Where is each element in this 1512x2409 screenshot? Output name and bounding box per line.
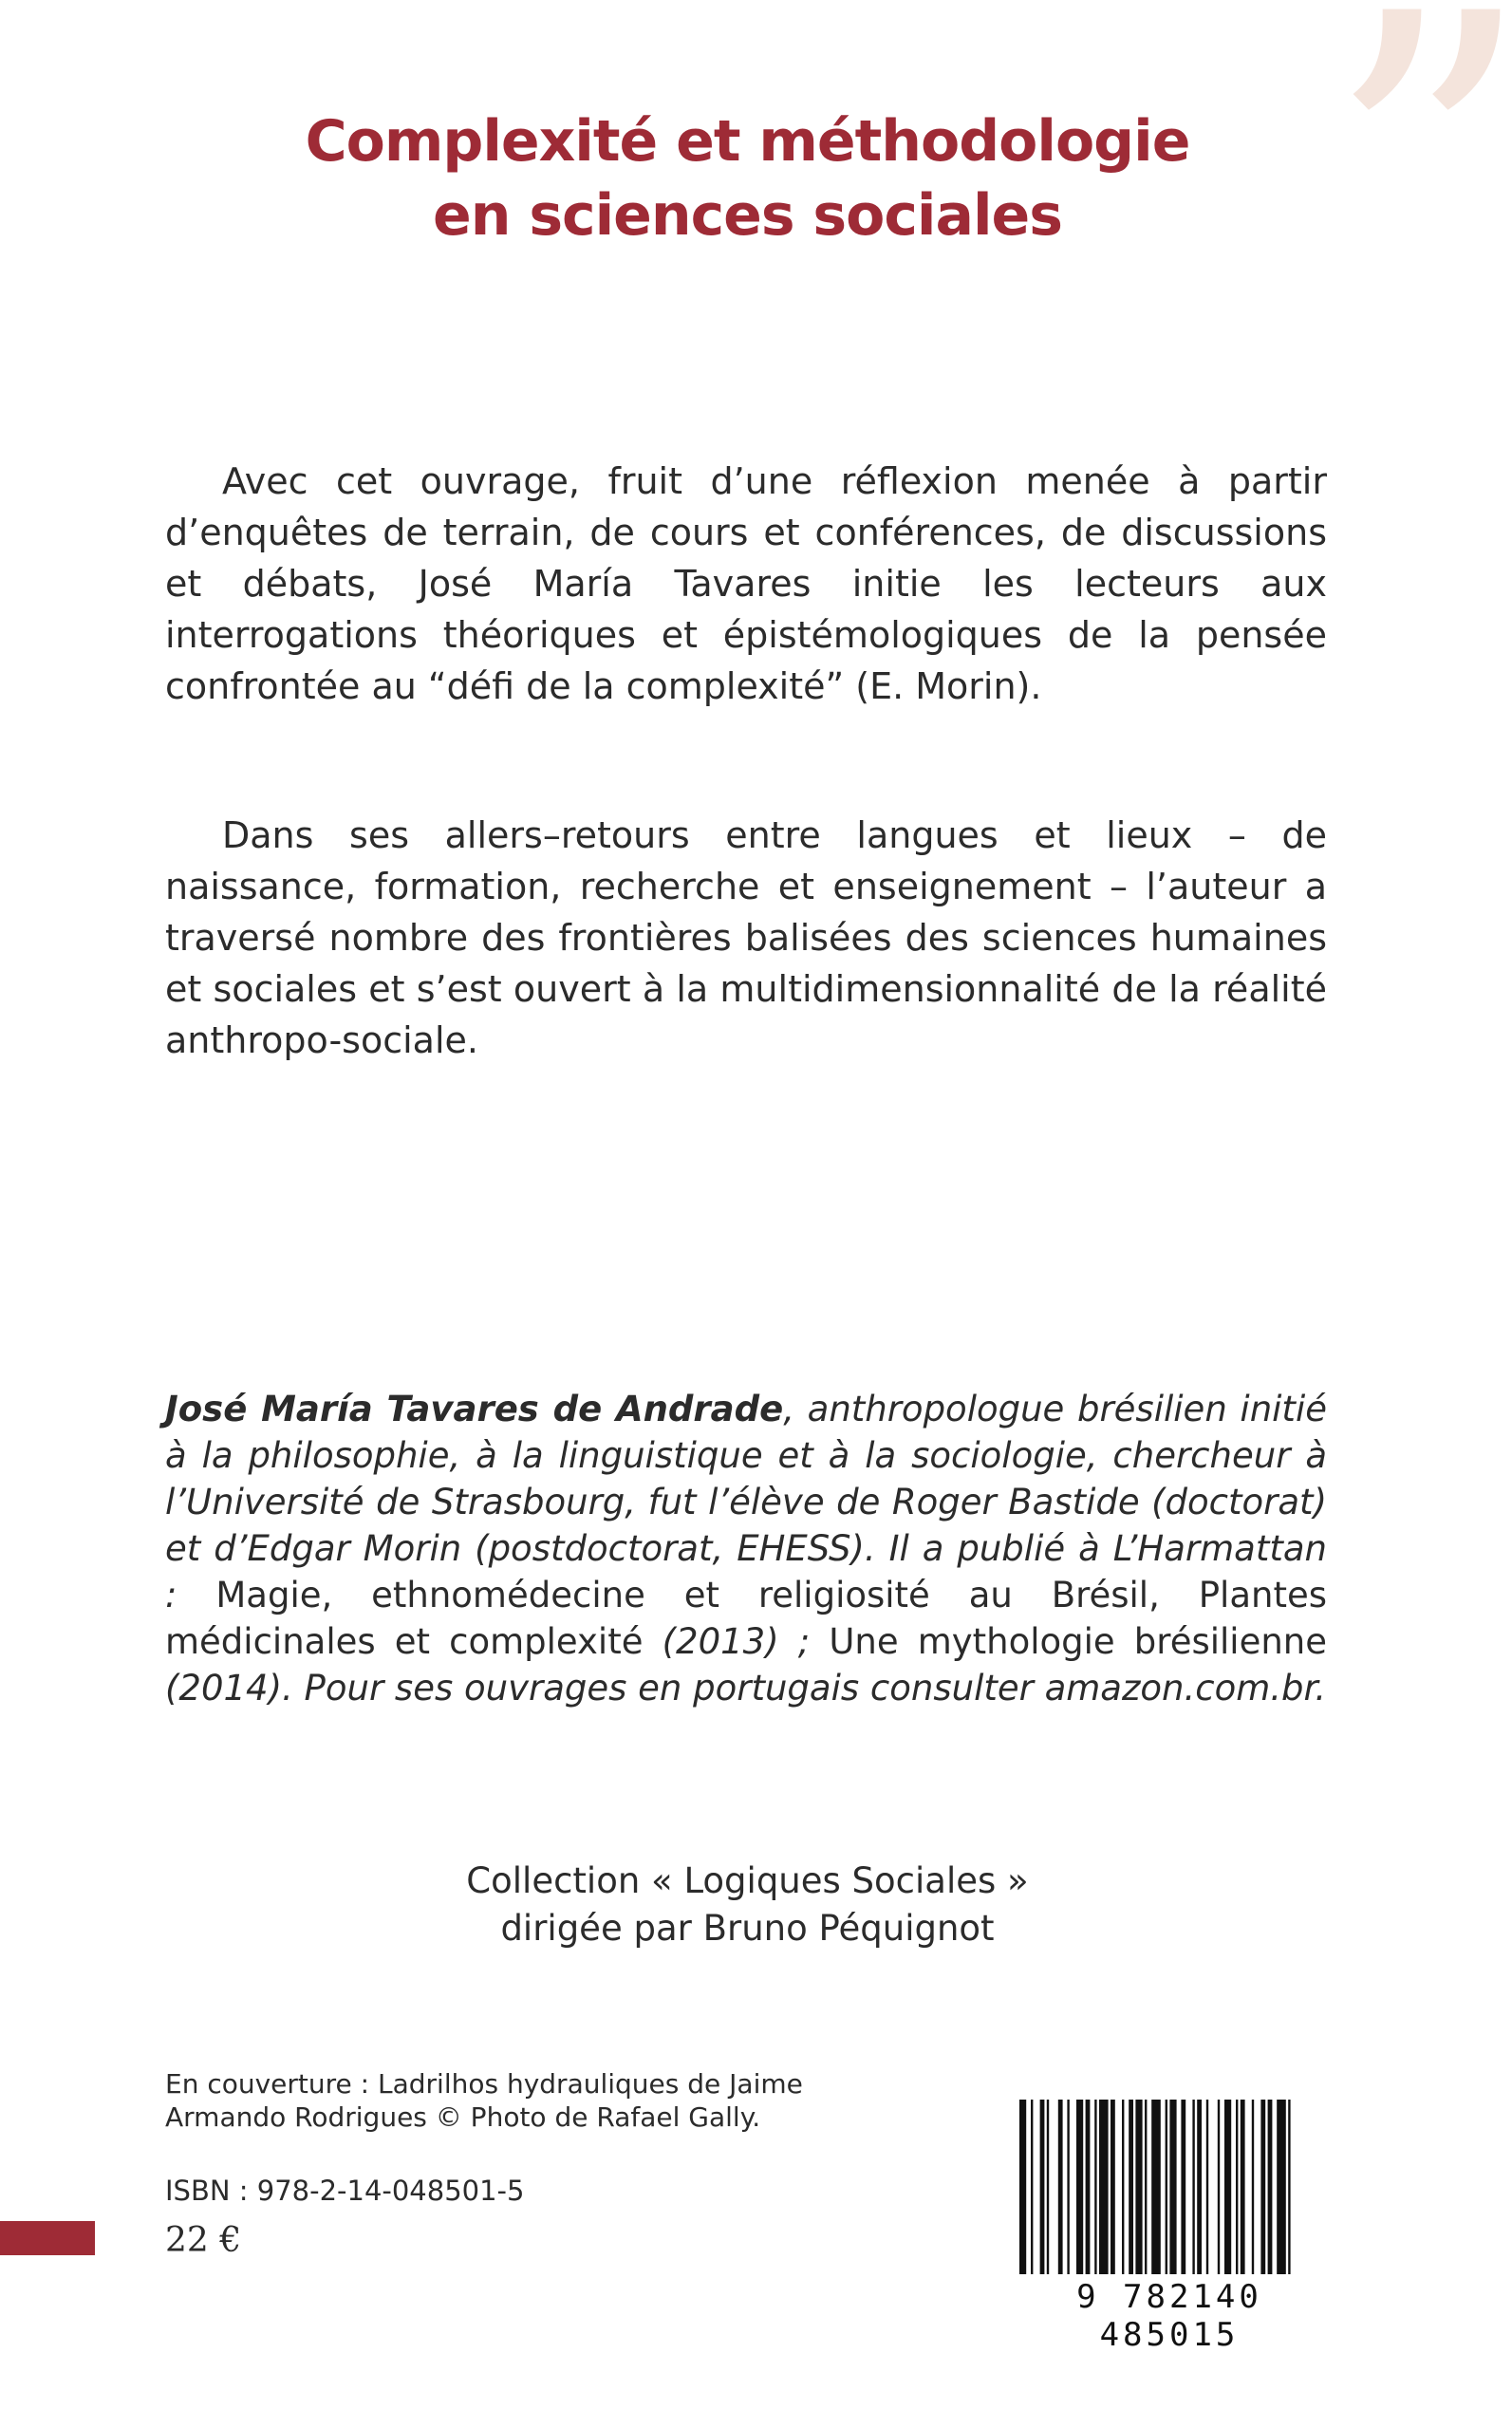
collection-info xyxy=(0,1858,1495,1952)
cover-credit-line-2: Armando Rodrigues © Photo de Rafael Gally. xyxy=(165,2101,761,2133)
barcode-bar xyxy=(1111,2100,1115,2274)
barcode-bar xyxy=(1181,2100,1185,2274)
barcode-bar xyxy=(1047,2100,1049,2274)
barcode-bar xyxy=(1166,2100,1167,2274)
barcode-bar xyxy=(1058,2100,1063,2274)
cover-credit-line-1: En couverture : Ladrilhos hydrauliques de Jaime xyxy=(165,2068,803,2100)
barcode-bar xyxy=(1288,2100,1290,2274)
book-title xyxy=(0,104,1495,252)
barcode-bar xyxy=(1099,2100,1109,2274)
barcode-bar xyxy=(1151,2100,1161,2274)
cover-credit xyxy=(165,2067,849,2134)
summary-paragraph-2 xyxy=(165,810,1327,1066)
price: 22 € xyxy=(165,2221,242,2260)
barcode-bar xyxy=(1094,2100,1096,2274)
barcode-bar xyxy=(1252,2100,1254,2274)
barcode-bar xyxy=(1224,2100,1231,2274)
barcode-bar xyxy=(1218,2100,1220,2274)
barcode-bar xyxy=(1197,2100,1202,2274)
barcode-bar xyxy=(1040,2100,1045,2274)
summary-paragraph-1 xyxy=(165,456,1327,712)
barcode-bar xyxy=(1277,2100,1286,2274)
barcode-icon xyxy=(1016,2100,1323,2274)
collection-director: dirigée par Bruno Péquignot xyxy=(500,1908,995,1949)
isbn: ISBN : 978-2-14-048501-5 xyxy=(165,2175,525,2207)
barcode-bar xyxy=(1122,2100,1124,2274)
barcode-bar xyxy=(1169,2100,1176,2274)
bio-year-2: (2014). Pour ses ouvrages en portugais consulter amazon.com.br. xyxy=(165,1668,1327,1709)
author-bio xyxy=(165,1386,1327,1711)
barcode-bar xyxy=(1129,2100,1133,2274)
barcode-bar xyxy=(1241,2100,1245,2274)
barcode-bar xyxy=(1260,2100,1265,2274)
book-title-1: Magie, ethnomédecine et religiosité au Brésil, Plantes médicinales et complexité xyxy=(165,1575,1327,1662)
barcode-bar xyxy=(1031,2100,1033,2274)
barcode-bar xyxy=(1019,2100,1026,2274)
barcode-bar xyxy=(1206,2100,1208,2274)
barcode-number: 9 782140 485015 xyxy=(1076,2278,1262,2354)
title-line-2: en sciences sociales xyxy=(433,182,1062,249)
summary-text-2: Dans ses allers–retours entre langues et lieux – de naissance, formation, recherche et enseignement – l’auteur a traversé nombre des frontières balisées des sciences humaines et sociales et s’est ouvert à la multidimensionnalité de la réalité anthropo-sociale. xyxy=(165,814,1327,1061)
bio-year-1: (2013) ; xyxy=(643,1621,830,1662)
bio-text: , anthropologue brésilien initié à la philosophie, à la linguistique et à la sociologie, chercheur à l’Université de Strasbourg, fut l’élève de Roger Bastide (doctorat) et d’Edgar Morin (postdoctorat, EHESS). Il a publié à L’Harmattan : xyxy=(165,1389,1327,1615)
barcode-bar xyxy=(1236,2100,1238,2274)
barcode-bars xyxy=(1016,2100,1323,2274)
barcode-bar xyxy=(1086,2100,1091,2274)
summary-text-1: Avec cet ouvrage, fruit d’une réflexion menée à partir d’enquêtes de terrain, de cours et conférences, de discussions et débats, José María Tavares initie les lecteurs aux interrogations théoriques et épistémologiques de la pensée confrontée au “défi de la complexité” (E. Morin). xyxy=(165,460,1327,707)
author-name: José María Tavares de Andrade xyxy=(165,1389,784,1429)
title-line-1: Complexité et méthodologie xyxy=(305,108,1190,175)
barcode-bar xyxy=(1145,2100,1147,2274)
barcode-bar xyxy=(1067,2100,1069,2274)
barcode-bar xyxy=(1268,2100,1273,2274)
quote-mark-icon: ” xyxy=(1324,0,1504,403)
accent-bar xyxy=(0,2221,95,2255)
collection-name: Collection « Logiques Sociales » xyxy=(466,1860,1029,1901)
barcode-bar xyxy=(1076,2100,1083,2274)
barcode-bar xyxy=(1135,2100,1142,2274)
book-title-2: Une mythologie brésilienne xyxy=(829,1621,1327,1662)
barcode-bar xyxy=(1192,2100,1194,2274)
